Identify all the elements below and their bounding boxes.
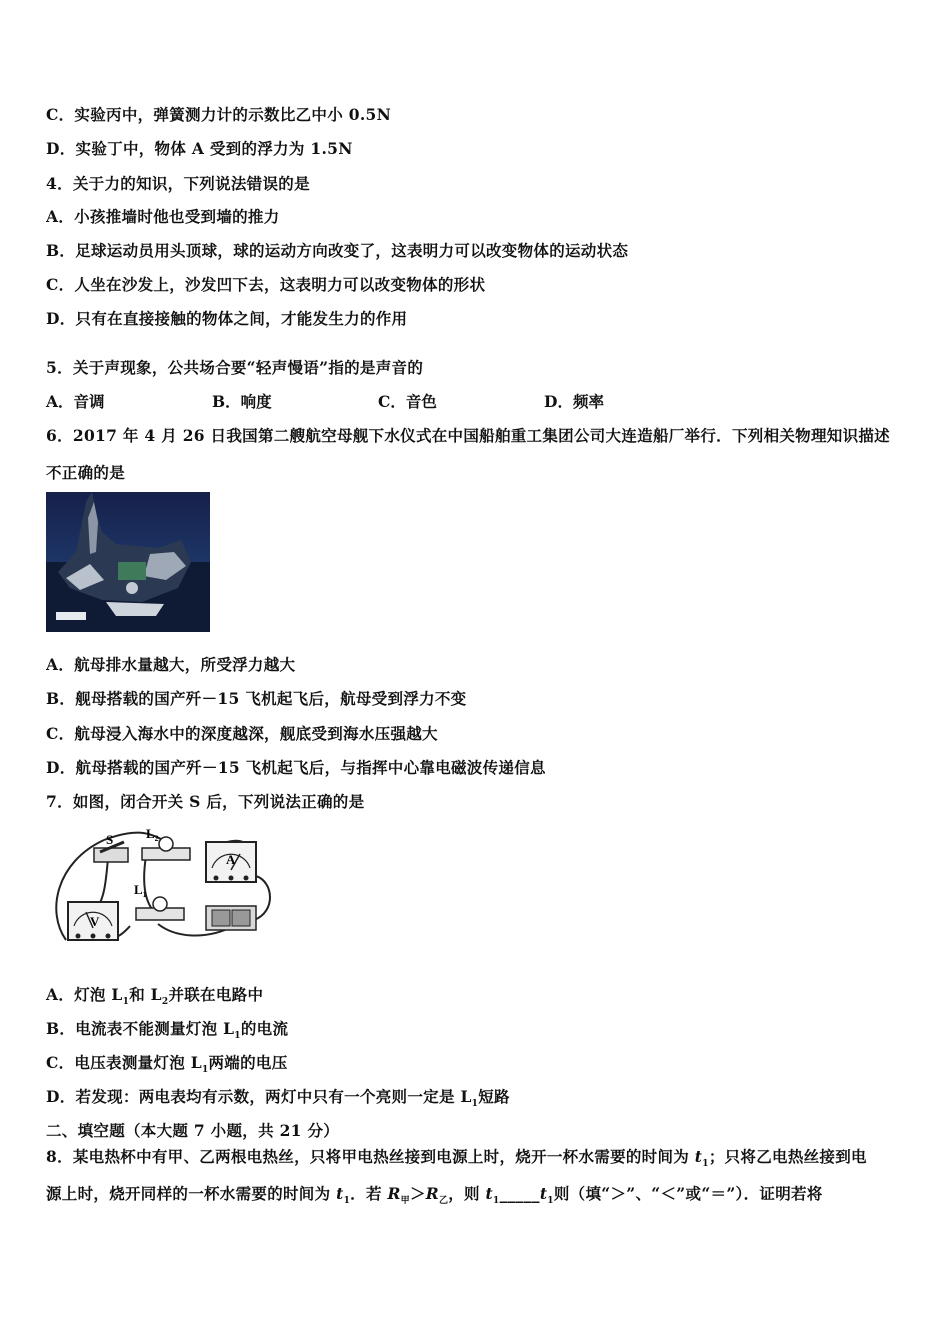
- q4-stem: 4．关于力的知识，下列说法错误的是: [46, 174, 310, 193]
- q6-option-b: B．舰母搭载的国产歼－15 飞机起飞后，航母受到浮力不变: [46, 689, 467, 708]
- voltmeter-label: V: [90, 914, 100, 929]
- q5-options: [46, 390, 710, 412]
- q6-stem-line1: 6．2017 年 4 月 26 日我国第二艘航空母舰下水仪式在中国船舶重工集团公司大连造船厂举行．下列相关物理知识描述: [46, 426, 890, 445]
- q5-option-d: D．频率: [544, 392, 604, 411]
- bulb-l2: [142, 826, 190, 860]
- q7-option-d: D．若发现：两电表均有示数，两灯中只有一个亮则一定是 $L_1$短路: [46, 1087, 510, 1110]
- q4-option-d: D．只有在直接接触的物体之间，才能发生力的作用: [46, 309, 408, 328]
- aircraft-carrier-photo: [46, 492, 210, 632]
- switch-s: [94, 832, 128, 862]
- q7-option-a: A．灯泡 $L_1$和 $L_2$并联在电路中: [46, 985, 264, 1008]
- battery-pack: [206, 906, 256, 930]
- q8-line1: 8．某电热杯中有甲、乙两根电热丝，只将甲电热丝接到电源上时，烧开一杯水需要的时间为 $t_1$；只将乙电热丝接到电: [46, 1147, 867, 1170]
- ammeter-label: A: [226, 852, 236, 867]
- switch-label: S: [106, 832, 114, 847]
- q7-stem: 7．如图，闭合开关 S 后，下列说法正确的是: [46, 792, 365, 811]
- bulb-l1-label: $L_1$: [134, 882, 147, 899]
- q3-option-c: C．实验丙中，弹簧测力计的示数比乙中小 0.5N: [46, 105, 392, 124]
- q6-option-d: D．航母搭载的国产歼－15 飞机起飞后，与指挥中心靠电磁波传递信息: [46, 758, 546, 777]
- q4-option-b: B．足球运动员用头顶球，球的运动方向改变了，这表明力可以改变物体的运动状态: [46, 241, 629, 260]
- bulb-l1: [134, 882, 184, 920]
- section-2-heading: 二、填空题（本大题 7 小题，共 21 分）: [46, 1121, 340, 1140]
- q5-option-a: A．音调: [46, 392, 105, 411]
- q4-option-a: A．小孩推墙时他也受到墙的推力: [46, 207, 280, 226]
- q5-stem: 5．关于声现象，公共场合要“轻声慢语”指的是声音的: [46, 358, 424, 377]
- q8-line2: 源上时，烧开同样的一杯水需要的时间为 $t_1$．若 $R_甲>R_乙$，则 $t_1\_\_\_\_\_t_1$则（填“＞”、“＜”或“＝”）．证明若将: [46, 1184, 823, 1207]
- q8-answer-blank[interactable]: _____: [499, 1184, 540, 1203]
- ammeter: [206, 842, 256, 882]
- voltmeter: [68, 902, 118, 940]
- q6-option-a: A．航母排水量越大，所受浮力越大: [46, 655, 296, 674]
- q5-option-b: B．响度: [212, 392, 272, 411]
- q6-stem-line2: 不正确的是: [46, 463, 126, 482]
- q4-option-c: C．人坐在沙发上，沙发凹下去，这表明力可以改变物体的形状: [46, 275, 486, 294]
- q3-option-d: D．实验丁中，物体 A 受到的浮力为 1.5N: [46, 139, 353, 158]
- q5-option-c: C．音色: [378, 392, 437, 411]
- q6-option-c: C．航母浸入海水中的深度越深，舰底受到海水压强越大: [46, 724, 438, 743]
- circuit-diagram: [46, 822, 276, 956]
- q7-option-c: C．电压表测量灯泡 $L_1$两端的电压: [46, 1053, 288, 1076]
- q7-option-b: B．电流表不能测量灯泡 $L_1$的电流: [46, 1019, 289, 1042]
- bulb-l2-label: $L_2$: [146, 826, 159, 843]
